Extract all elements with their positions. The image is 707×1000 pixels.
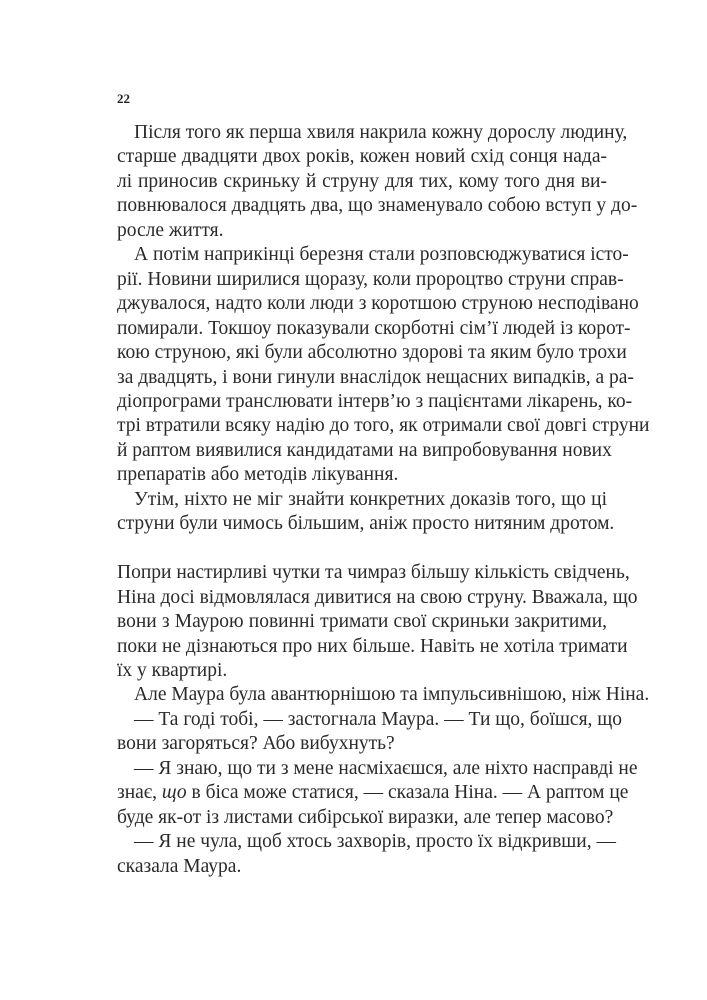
text-line: Після того як перша хвиля накрила кожну дорослу людину, <box>134 122 628 143</box>
text-line: вони загоряться? Або вибухнуть? <box>117 733 395 755</box>
text-line: за двадцять, і вони гинули внаслідок нещасних випадків, а ра- <box>117 366 634 388</box>
paragraph <box>117 561 638 683</box>
text-line: Ніна досі відмовлялася дивитися на свою струну. Вважала, що <box>117 586 638 608</box>
text-line: препаратів або методів лікування. <box>117 464 399 486</box>
text-line: діопрограми транслювати інтерв’ю з пацієнтами лікарень, ко- <box>117 390 633 412</box>
text-line: й раптом виявилися кандидатами на випробовування нових <box>117 439 612 461</box>
text-line: лі приносив скриньку й струну для тих, кому того дня ви- <box>117 170 607 192</box>
dialogue-paragraph <box>117 757 638 830</box>
text-line: сказала Маура. <box>117 855 242 877</box>
text-line: — Я не чула, щоб хтось захворів, просто їх відкривши, — <box>134 831 616 853</box>
text-line: росле життя. <box>117 219 224 241</box>
text-line: А потім наприкінці березня стали розповсюджуватися істо- <box>134 244 629 266</box>
body-text <box>117 121 650 879</box>
dialogue-paragraph <box>117 830 616 879</box>
text-line: Але Маура була авантюрнішою та імпульсивнішою, ніж Ніна. <box>134 684 650 706</box>
paragraph <box>117 243 650 488</box>
text-line: трі втратили всяку надію до того, як отримали свої довгі струни <box>117 415 650 437</box>
page-number: 22 <box>117 91 130 106</box>
text-line: рії. Новини ширилися щоразу, коли пророцтво струни справ- <box>117 268 624 290</box>
text-line: — Та годі тобі, — застогнала Маура. — Ти що, боїшся, що <box>134 708 623 730</box>
text-segment: знає, <box>117 782 162 804</box>
paragraph <box>117 683 650 707</box>
text-line: вони з Маурою повинні тримати свої скриньки закритими, <box>117 611 607 633</box>
text-line: Попри настирливі чутки та чимраз більшу кількість свідчень, <box>117 562 630 584</box>
text-line <box>117 781 629 805</box>
text-segment: в біса може статися, — сказала Ніна. — А раптом це <box>186 782 629 804</box>
text-line: помирали. Токшоу показували скорботні сім’ї людей із корот- <box>117 317 631 339</box>
text-line: буде як-от із листами сибірської виразки, але тепер масово? <box>117 806 614 828</box>
italic-emphasis: що <box>161 782 187 804</box>
section-break <box>117 537 607 561</box>
paragraph <box>117 121 638 243</box>
text-line: їх у квартирі. <box>117 659 228 681</box>
text-line: повнювалося двадцять два, що знаменувало собою вступ у до- <box>117 195 638 217</box>
text-line: струни були чимось більшим, аніж просто нитяним дротом. <box>117 513 615 535</box>
paragraph <box>117 488 615 537</box>
text-line: — Я знаю, що ти з мене насміхаєшся, але ніхто насправді не <box>134 757 638 779</box>
text-line: джувалося, надто коли люди з коротшою струною несподівано <box>117 293 639 315</box>
text-line: поки не дізнаються про них більше. Навіть не хотіла тримати <box>117 635 628 657</box>
text-line: кою струною, які були абсолютно здорові та яким було трохи <box>117 342 627 364</box>
dialogue-paragraph <box>117 708 623 757</box>
text-line: старше двадцяти двох років, кожен новий схід сонця нада- <box>117 146 607 168</box>
text-line: Утім, ніхто не міг знайти конкретних доказів того, що ці <box>134 488 607 510</box>
